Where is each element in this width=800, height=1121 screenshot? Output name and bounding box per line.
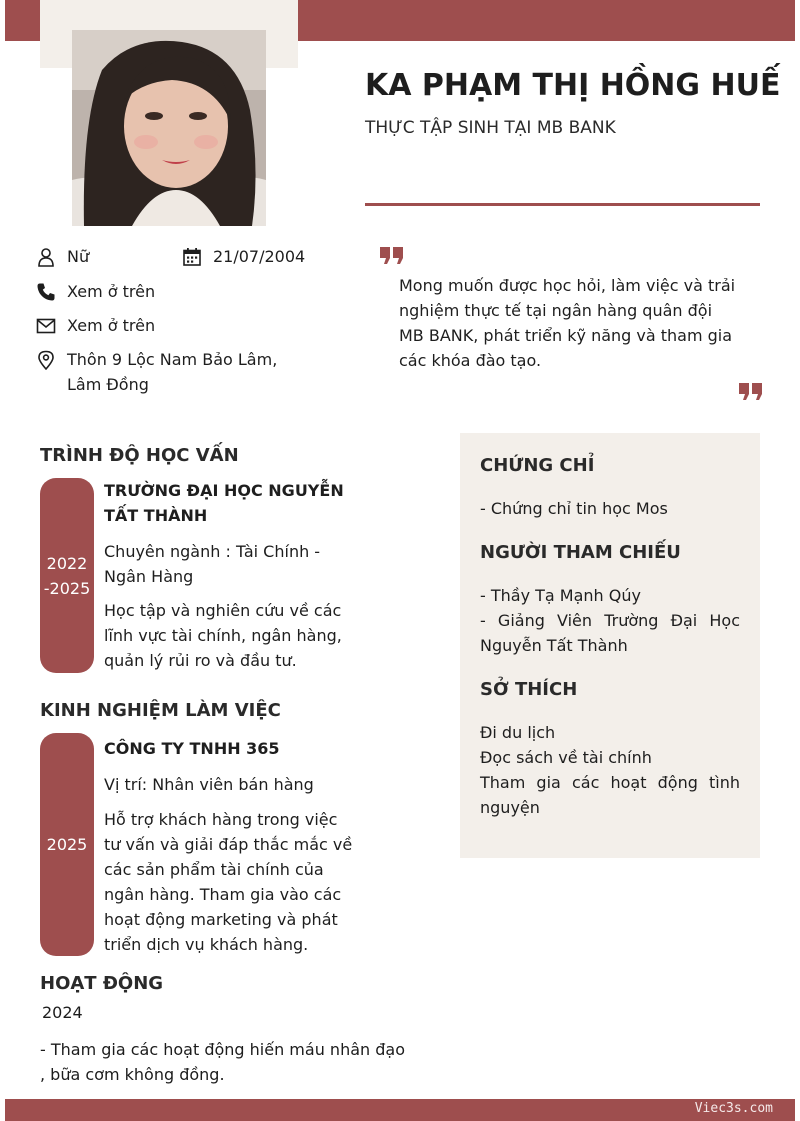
career-objective: Mong muốn được học hỏi, làm việc và trải nghiệm thực tế tại ngân hàng quân đội MB BANK, phát triển kỹ năng và tham gia các khóa đào tạo. bbox=[399, 276, 736, 370]
hobbies-title: SỞ THÍCH bbox=[480, 679, 578, 700]
experience-period-text: 2025 bbox=[46, 835, 88, 854]
education-major: Chuyên ngành : Tài Chính - Ngân Hàng bbox=[104, 542, 321, 586]
phone-icon bbox=[36, 282, 56, 302]
bottom-banner bbox=[5, 1099, 795, 1121]
hobbies-list bbox=[480, 720, 740, 820]
calendar-icon bbox=[182, 247, 202, 267]
address-row bbox=[36, 350, 282, 397]
experience-content bbox=[104, 736, 354, 957]
certificates-title: CHỨNG CHỈ bbox=[480, 455, 595, 476]
birthday-row bbox=[182, 247, 305, 269]
phone-row bbox=[36, 282, 155, 304]
envelope-icon bbox=[36, 316, 56, 336]
hobby-item: Tham gia các hoạt động tình nguyện bbox=[480, 773, 740, 817]
email-row bbox=[36, 316, 155, 338]
address-value: Thôn 9 Lộc Nam Bảo Lâm, Lâm Đồng bbox=[67, 350, 278, 394]
certificates-list bbox=[480, 496, 740, 521]
hobby-item: Đi du lịch bbox=[480, 723, 556, 742]
candidate-position: THỰC TẬP SINH TẠI MB BANK bbox=[365, 118, 616, 138]
certificate-item: - Chứng chỉ tin học Mos bbox=[480, 499, 668, 518]
education-period bbox=[40, 478, 94, 673]
experience-period bbox=[40, 733, 94, 956]
experience-company: CÔNG TY TNHH 365 bbox=[104, 739, 280, 758]
experience-role: Vị trí: Nhân viên bán hàng bbox=[104, 775, 314, 794]
education-school: TRƯỜNG ĐẠI HỌC NGUYỄN TẤT THÀNH bbox=[104, 481, 344, 525]
reference-item: - Giảng Viên Trường Đại Học Nguyễn Tất Thành bbox=[480, 611, 740, 655]
birthday-value: 21/07/2004 bbox=[213, 247, 306, 266]
education-period-text: 2022 -2025 bbox=[43, 553, 91, 598]
references-list bbox=[480, 583, 740, 658]
email-value: Xem ở trên bbox=[67, 316, 156, 335]
hobby-item: Đọc sách về tài chính bbox=[480, 748, 652, 767]
references-title: NGƯỜI THAM CHIẾU bbox=[480, 542, 681, 563]
watermark: Viec3s.com bbox=[694, 1101, 773, 1116]
education-title: TRÌNH ĐỘ HỌC VẤN bbox=[40, 445, 239, 466]
profile-photo bbox=[72, 30, 266, 226]
experience-title: KINH NGHIỆM LÀM VIỆC bbox=[40, 700, 281, 721]
experience-description: Hỗ trợ khách hàng trong việc tư vấn và giải đáp thắc mắc về các sản phẩm tài chính của ngân hàng. Tham gia vào các hoạt động marketing và phát triển dịch vụ khách hàng. bbox=[104, 810, 353, 954]
education-content bbox=[104, 478, 359, 673]
gender-value: Nữ bbox=[67, 247, 90, 266]
open-quote-icon bbox=[380, 247, 406, 265]
close-quote-icon bbox=[739, 383, 765, 401]
activities-year: 2024 bbox=[42, 1003, 83, 1022]
activities-title: HOẠT ĐỘNG bbox=[40, 973, 164, 994]
activities-description: - Tham gia các hoạt động hiến máu nhân đạo , bữa cơm không đồng. bbox=[40, 1040, 405, 1084]
gender-row bbox=[36, 247, 89, 269]
education-description: Học tập và nghiên cứu về các lĩnh vực tài chính, ngân hàng, quản lý rủi ro và đầu tư. bbox=[104, 601, 342, 670]
phone-value: Xem ở trên bbox=[67, 282, 156, 301]
candidate-name: KA PHẠM THỊ HỒNG HUẾ bbox=[365, 68, 781, 103]
person-icon bbox=[36, 247, 56, 267]
title-divider bbox=[365, 203, 760, 206]
reference-item: - Thầy Tạ Mạnh Qúy bbox=[480, 586, 641, 605]
location-pin-icon bbox=[36, 350, 56, 370]
